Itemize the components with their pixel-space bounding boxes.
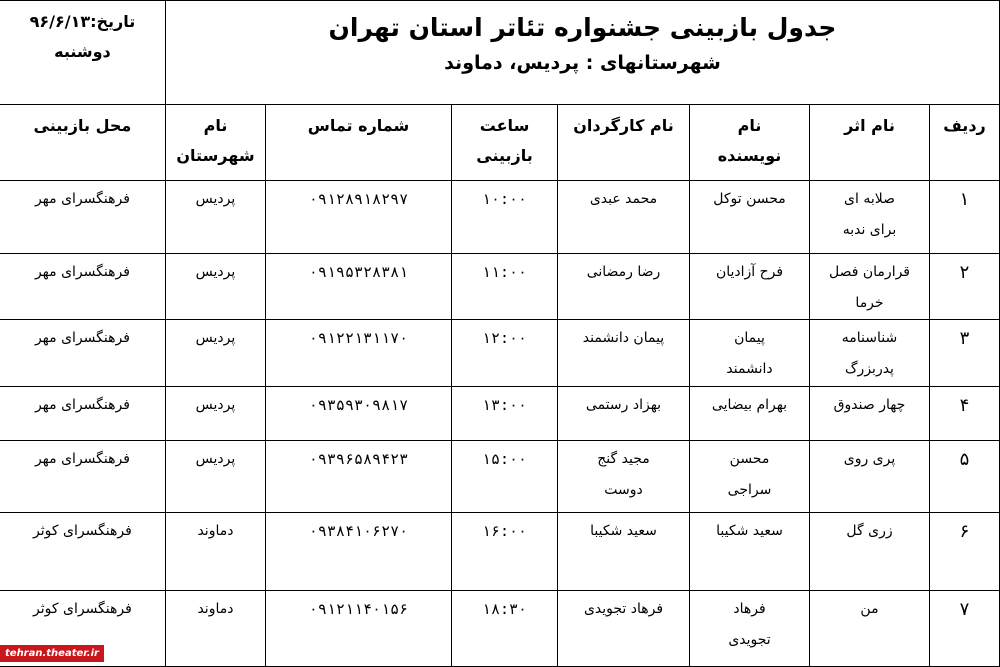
venue-cell: فرهنگسرای مهر — [0, 320, 165, 386]
writer-name-cell: سعید شکیبا — [690, 512, 810, 590]
work-name-cell: چهار صندوق — [810, 386, 930, 440]
table-row — [0, 440, 1000, 512]
work-name-cell: زری گل — [810, 512, 930, 590]
page-subtitle: شهرستانهای : پردیس، دماوند — [444, 52, 721, 74]
venue-cell: فرهنگسرای مهر — [0, 386, 165, 440]
director-name-cell: مجید گنج دوست — [558, 440, 690, 512]
phone-number-cell: ۰۹۱۹۵۳۲۸۳۸۱ — [266, 254, 452, 320]
review-time-cell: ۱۲:۰۰ — [452, 320, 558, 386]
weekday-label: دوشنبه — [54, 42, 111, 61]
city-cell: دماوند — [165, 590, 265, 666]
writer-name-cell: فرهاد تجویدی — [690, 590, 810, 666]
director-name-cell: محمد عبدی — [558, 181, 690, 254]
review-time-cell: ۱۱:۰۰ — [452, 254, 558, 320]
review-time-cell: ۱۳:۰۰ — [452, 386, 558, 440]
col-header-venue: محل بازبینی — [0, 105, 165, 181]
work-name-cell: قرارمان فصل خرما — [810, 254, 930, 320]
table-row — [0, 181, 1000, 254]
phone-number-cell: ۰۹۱۲۲۱۳۱۱۷۰ — [266, 320, 452, 386]
col-header-time: ساعت بازبینی — [452, 105, 558, 181]
work-name-cell: صلابه ای برای ندبه — [810, 181, 930, 254]
table-row — [0, 590, 1000, 666]
city-cell: پردیس — [165, 386, 265, 440]
col-header-city: نام شهرستان — [165, 105, 265, 181]
page-title: جدول بازبینی جشنواره تئاتر استان تهران — [328, 13, 837, 42]
col-header-writer: نام نویسنده — [690, 105, 810, 181]
writer-name-cell: فرح آزادیان — [690, 254, 810, 320]
row-number-cell: ۵ — [930, 440, 1000, 512]
city-cell: دماوند — [165, 512, 265, 590]
table-row — [0, 386, 1000, 440]
phone-number-cell: ۰۹۱۲۸۹۱۸۲۹۷ — [266, 181, 452, 254]
venue-cell: فرهنگسرای مهر — [0, 440, 165, 512]
col-header-phone: شماره تماس — [266, 105, 452, 181]
date-block — [0, 1, 165, 105]
work-name-cell: پری روی — [810, 440, 930, 512]
row-number-cell: ۳ — [930, 320, 1000, 386]
table-row — [0, 254, 1000, 320]
row-number-cell: ۶ — [930, 512, 1000, 590]
phone-number-cell: ۰۹۳۹۶۵۸۹۴۲۳ — [266, 440, 452, 512]
director-name-cell: سعید شکیبا — [558, 512, 690, 590]
work-name-cell: شناسنامه پدربزرگ — [810, 320, 930, 386]
city-cell: پردیس — [165, 320, 265, 386]
director-name-cell: فرهاد تجویدی — [558, 590, 690, 666]
venue-cell: فرهنگسرای مهر — [0, 181, 165, 254]
phone-number-cell: ۰۹۱۲۱۱۴۰۱۵۶ — [266, 590, 452, 666]
date-label: تاریخ:۹۶/۶/۱۳ — [29, 12, 136, 31]
venue-cell: فرهنگسرای کوثر — [0, 512, 165, 590]
phone-number-cell: ۰۹۳۵۹۳۰۹۸۱۷ — [266, 386, 452, 440]
city-cell: پردیس — [165, 181, 265, 254]
col-header-work: نام اثر — [810, 105, 930, 181]
director-name-cell: پیمان دانشمند — [558, 320, 690, 386]
review-time-cell: ۱۰:۰۰ — [452, 181, 558, 254]
row-number-cell: ۱ — [930, 181, 1000, 254]
col-header-row-number: ردیف — [930, 105, 1000, 181]
city-cell: پردیس — [165, 440, 265, 512]
review-time-cell: ۱۸:۳۰ — [452, 590, 558, 666]
header-row — [0, 1, 1000, 105]
writer-name-cell: پیمان دانشمند — [690, 320, 810, 386]
director-name-cell: بهزاد رستمی — [558, 386, 690, 440]
row-number-cell: ۷ — [930, 590, 1000, 666]
row-number-cell: ۴ — [930, 386, 1000, 440]
writer-name-cell: محسن سراجی — [690, 440, 810, 512]
title-block — [165, 1, 999, 105]
col-header-director: نام کارگردان — [558, 105, 690, 181]
site-watermark: tehran.theater.ir — [0, 645, 104, 662]
writer-name-cell: محسن توکل — [690, 181, 810, 254]
table-row — [0, 320, 1000, 386]
table-row — [0, 512, 1000, 590]
venue-cell: فرهنگسرای مهر — [0, 254, 165, 320]
city-cell: پردیس — [165, 254, 265, 320]
phone-number-cell: ۰۹۳۸۴۱۰۶۲۷۰ — [266, 512, 452, 590]
director-name-cell: رضا رمضانی — [558, 254, 690, 320]
review-time-cell: ۱۵:۰۰ — [452, 440, 558, 512]
row-number-cell: ۲ — [930, 254, 1000, 320]
column-header-row — [0, 105, 1000, 181]
work-name-cell: من — [810, 590, 930, 666]
writer-name-cell: بهرام بیضایی — [690, 386, 810, 440]
venue-cell: فرهنگسرای کوثر — [0, 590, 165, 666]
review-time-cell: ۱۶:۰۰ — [452, 512, 558, 590]
